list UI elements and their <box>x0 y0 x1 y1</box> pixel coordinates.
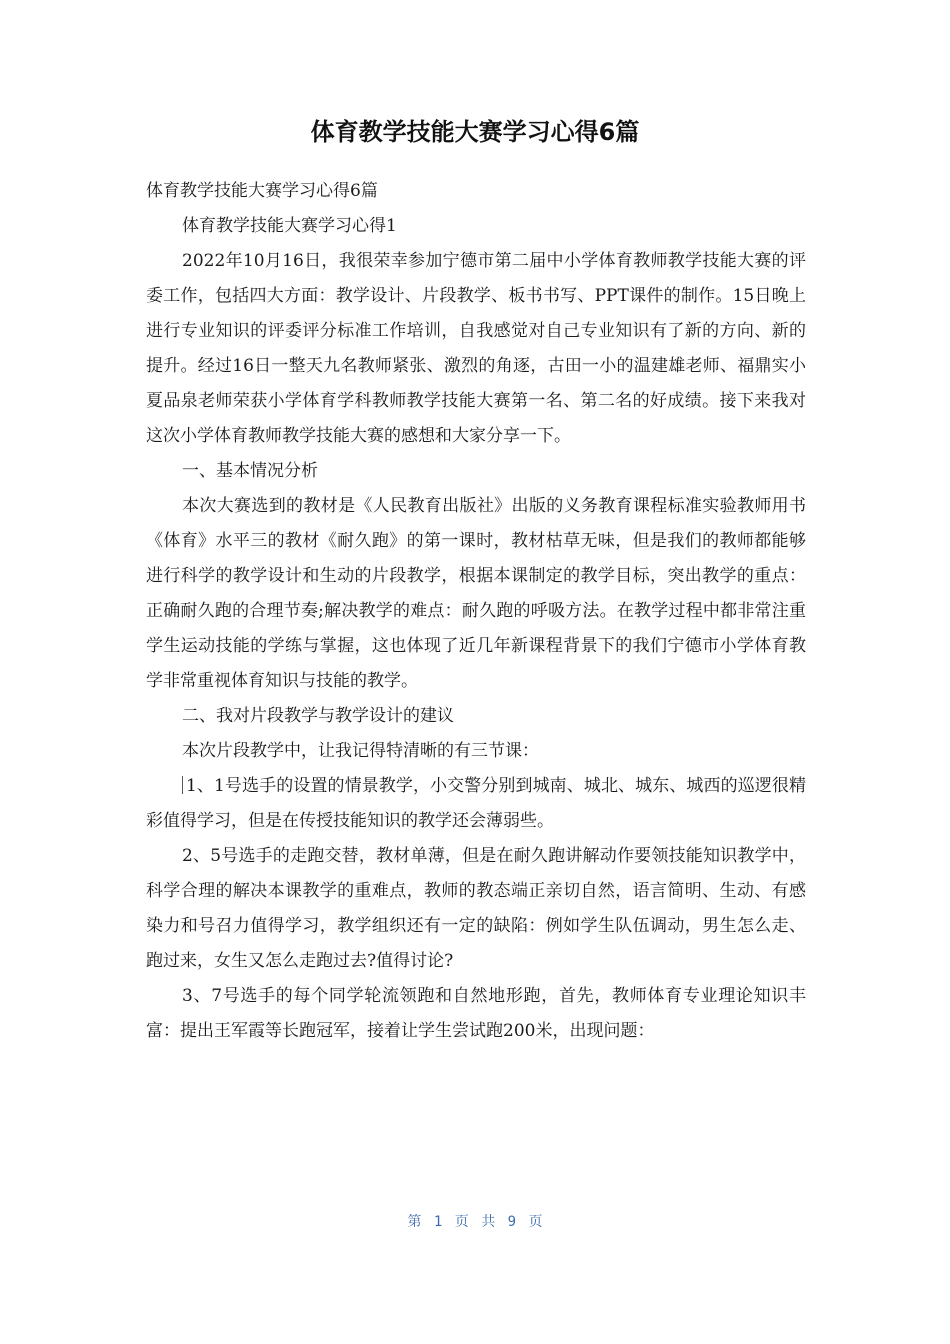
document-title: 体育教学技能大赛学习心得6篇 <box>310 118 640 146</box>
paragraph-section-heading: 体育教学技能大赛学习心得1 <box>182 216 397 236</box>
paragraph-lead-in: 本次片段教学中，让我记得特清晰的有三节课： <box>182 741 539 761</box>
paragraph-item-2: 2、5号选手的走跑交替，教材单薄，但是在耐久跑讲解动作要领技能知识教学中，科学合理的解决本课教学的重难点，教师的教态端正亲切自然，语言简明、生动、有感染力和号召力值得学习，教学组织还有一定的缺陷：例如学生队伍调动，男生怎么走、跑过来，女生又怎么走跑过去?值得讨论? <box>146 846 806 971</box>
paragraph-analysis: 本次大赛选到的教材是《人民教育出版社》出版的义务教育课程标准实验教师用书《体育》水平三的教材《耐久跑》的第一课时，教材枯草无味，但是我们的教师都能够进行科学的教学设计和生动的片段教学，根据本课制定的教学目标，突出教学的重点：正确耐久跑的合理节奏;解决教学的难点：耐久跑的呼吸方法。在教学过程中都非常注重学生运动技能的学练与掌握，这也体现了近几年新课程背景下的我们宁德市小学体育教学非常重视体育知识与技能的教学。 <box>146 496 806 691</box>
paragraph-item-3: 3、7号选手的每个同学轮流领跑和自然地形跑，首先，教师体育专业理论知识丰富：提出王军霞等长跑冠军，接着让学生尝试跑200米，出现问题： <box>146 986 806 1041</box>
paragraph-heading-1: 一、基本情况分析 <box>182 461 318 481</box>
document-body <box>146 174 806 1049</box>
paragraph-subtitle: 体育教学技能大赛学习心得6篇 <box>146 181 378 201</box>
paragraph-item-1 <box>146 769 806 839</box>
page-number-footer: 第 1 页 共 9 页 <box>407 1214 543 1230</box>
paragraph-heading-2: 二、我对片段教学与教学设计的建议 <box>182 706 454 726</box>
text-cursor <box>182 776 183 794</box>
paragraph-intro: 2022年10月16日，我很荣幸参加宁德市第二届中小学体育教师教学技能大赛的评委工作，包括四大方面：教学设计、片段教学、板书书写、PPT课件的制作。15日晚上进行专业知识的评委评分标准工作培训，自我感觉对自己专业知识有了新的方向、新的提升。经过16日一整天九名教师紧张、激烈的角逐，古田一小的温建雄老师、福鼎实小夏品泉老师荣获小学体育学科教师教学技能大赛第一名、第二名的好成绩。接下来我对这次小学体育教师教学技能大赛的感想和大家分享一下。 <box>146 251 806 446</box>
paragraph-item-1-text: 1、1号选手的设置的情景教学，小交警分别到城南、城北、城东、城西的巡逻很精彩值得学习，但是在传授技能知识的教学还会薄弱些。 <box>146 776 806 831</box>
